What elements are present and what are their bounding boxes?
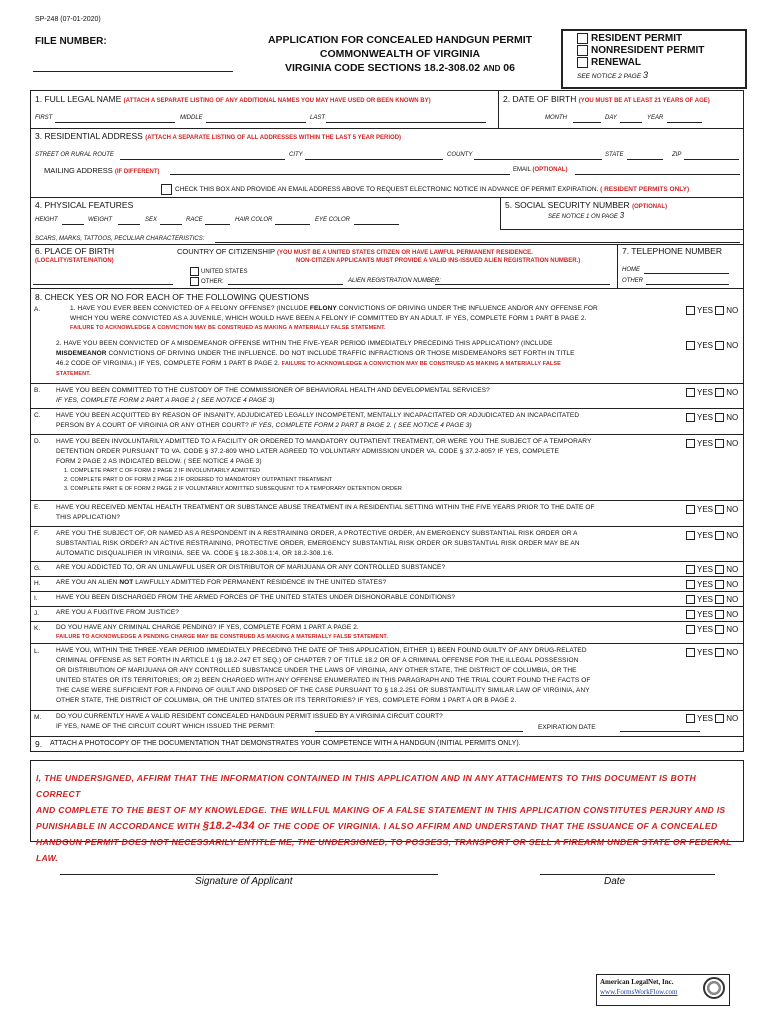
q-b: HAVE YOU BEEN COMMITTED TO THE CUSTODY OF THE COMMISSIONER OF BEHAVIORAL HEALTH AND DEVELOPMENTAL SERVICES? IF YES, COMPLETE FORM 2 PART A PAGE 2 ( SEE NOTICE 4 PAGE 3) [56,387,490,404]
q-i: HAVE YOU BEEN DISCHARGED FROM THE ARMED FORCES OF THE UNITED STATES UNDER DISHONORABLE CONDITIONS? [56,594,456,601]
q-j-letter: J. [34,610,40,617]
q-g-letter: G. [34,565,41,572]
q-d: HAVE YOU BEEN INVOLUNTARILY ADMITTED TO A FACILITY OR ORDERED TO MANDATORY OUTPATIENT TREATMENT, OR WERE YOU THE SUBJECT OF A TEMPORARY DETENTION ORDER PURSUANT TO VA. CODE § 37.2-809 WHO LATER AGREED TO VOLUNTARY ADMISSION UNDER VA. CODE § 37.2-805? IF YES, COMPLETE FORM 2 PAGE 2 AS INDICATED BELOW. ( SEE NOTICE 4 PAGE 3) 1. COMPLETE PART C OF FORM 2 PAGE 2 IF INVOLUNTARILY ADMITTED 2. COMPLETE PART D OF FORM 2 PAGE 2 IF ORDERED TO MANDATORY OUTPATIENT TREATMENT 3. COMPLETE PART E OF FORM 2 PAGE 2 IF VOLUNTARILY ADMITTED SUBSEQUENT TO A TEMPORARY DETENTION ORDER [56,438,592,492]
q-l: HAVE YOU, WITHIN THE THREE-YEAR PERIOD IMMEDIATELY PRECEDING THE DATE OF THIS APPLICATION, EITHER 1) BEEN FOUND GUILTY OF ANY DRUG-RELATED CRIMINAL OFFENSE AS SET FORTH IN ARTICLE 1 (§ 18.2-247 ET SEQ.) OF CHAPTER 7 OF TITLE 18.2 OR OF A CRIMINAL OFFENSE FOR THE ILLEGAL POSSESSION OR DISTRIBUTION OF MARIJUANA OR ANY CONTROLLED SUBSTANCE UNDER THE LAWS OF VIRGINIA, ANY OTHER STATE, THE DISTRICT OF COLUMBIA, OR THE UNITED STATES OR ITS TERRITORIES; OR 2) BEEN CHARGED WITH ANY OFFENSE ENUMERATED IN THIS PARAGRAPH AND THE TRIAL COURT FOUND THE FACTS OF THE CASE WERE SUFFICIENT FOR A FINDING OF GUILT AND DISPOSED OF THE CASE PURSUANT TO § 18.2-251 OR SUBSTANTIALITY SIMILAR LAW OF VIRGINIA, ANY OTHER STATE, THE DISTRICT OF COLUMBIA, OR THE UNITED STATES OR ITS TERRITORIES? IF YES, COMPLETE FORM 1 PART A OR B PAGE 2. [56,647,591,704]
q-i-yesno[interactable]: YES NO [686,595,738,604]
circuit-court-field[interactable] [315,731,523,732]
q-m: DO YOU CURRENTLY HAVE A VALID RESIDENT CONCEALED HANDGUN PERMIT ISSUED BY A VIRGINIA CIRCUIT COURT? IF YES, NAME OF THE CIRCUIT COURT WHICH ISSUED THE PERMIT: [56,713,443,730]
s4-label: 4. PHYSICAL FEATURES [35,200,134,210]
year-label: YEAR [647,115,664,121]
footer-url[interactable]: www.FormsWorkFlow.com [600,988,678,996]
email-label: EMAIL (OPTIONAL) [513,167,568,173]
q-h-yesno[interactable]: YES NO [686,580,738,589]
s9-text: ATTACH A PHOTOCOPY OF THE DOCUMENTATION THAT DEMONSTRATES YOUR COMPETENCE WITH A HANDGUN (INITIAL PERMITS ONLY). [50,740,521,747]
last-name-field[interactable] [326,122,486,123]
s9-num: 9. [35,739,43,749]
q-e-yesno[interactable]: YES NO [686,505,738,514]
expiration-field[interactable] [620,731,700,732]
race-label: RACE [186,217,203,223]
mailing-field[interactable] [170,174,510,175]
year-field[interactable] [667,122,702,123]
signature-line[interactable] [60,874,438,875]
street-field[interactable] [120,159,285,160]
q-a1-yesno[interactable]: YES NO [686,306,738,315]
q-a2-yesno[interactable]: YES NO [686,341,738,350]
weight-field[interactable] [118,224,140,225]
q-b-letter: B. [34,387,41,394]
s2-label: 2. DATE OF BIRTH (YOU MUST BE AT LEAST 21 YEARS OF AGE) [503,94,710,104]
permit-notice: SEE NOTICE 2 PAGE 3 [577,70,649,80]
form-id: SP-248 (07-01-2020) [35,16,101,23]
s8-label: 8. CHECK YES OR NO FOR EACH OF THE FOLLOWING QUESTIONS [35,292,310,302]
other-phone-field[interactable] [646,284,729,285]
state-field[interactable] [627,159,663,160]
alien-number-field[interactable] [435,284,610,285]
date-line[interactable] [540,874,715,875]
q-g-yesno[interactable]: YES NO [686,565,738,574]
q-h-letter: H. [34,580,41,587]
footer-company: American LegalNet, Inc. [600,978,674,986]
ssn-notice: SEE NOTICE 1 ON PAGE 3 [548,211,625,220]
citizenship-note: NON-CITIZEN APPLICANTS MUST PROVIDE A VALID INS-ISSUED ALIEN REGISTRATION NUMBER.) [296,258,581,264]
other-country-field[interactable] [228,284,343,285]
q-c-yesno[interactable]: YES NO [686,413,738,422]
q-k-letter: K. [34,625,41,632]
q-m-letter: M. [34,714,42,721]
last-name-label: LAST [310,115,326,121]
signature-label: Signature of Applicant [195,876,293,887]
zip-field[interactable] [684,159,739,160]
s5-label: 5. SOCIAL SECURITY NUMBER (OPTIONAL) [505,200,668,210]
s6-label: 6. PLACE OF BIRTH [35,246,115,256]
month-label: MONTH [545,115,567,121]
mailing-label: MAILING ADDRESS (IF DIFFERENT) [44,166,160,175]
day-field[interactable] [620,122,642,123]
citizenship-us[interactable]: UNITED STATES [190,267,247,276]
q-k-yesno[interactable]: YES NO [686,625,738,634]
state-label: STATE [605,152,624,158]
q-a2: 2. HAVE YOU BEEN CONVICTED OF A MISDEMEANOR OFFENSE WITHIN THE FIVE-YEAR PERIOD IMMEDIATELY PRECEDING THIS APPLICATION? (INCLUDE MISDEMEANOR CONVICTIONS OF DRIVING UNDER THE INFLUENCE. DO NOT INCLUDE TRAFFIC INFRACTIONS OR THOSE MISDEMEANORS SET FORTH IN TITLE 46.2 CODE OF VIRGINIA.) IF YES, COMPLETE FORM 1 PART B PAGE 2. FAILURE TO ACKNOWLEDGE A CONVICTION MAY BE CONSTRUED AS MAKING A MATERIALLY FALSE STATEMENT. [56,340,575,377]
s3-label: 3. RESIDENTIAL ADDRESS (ATTACH A SEPARATE LISTING OF ALL ADDRESSES WITHIN THE LAST 5 YEAR PERIOD) [35,131,402,141]
citizenship-label: COUNTRY OF CITIZENSHIP (YOU MUST BE A UNITED STATES CITIZEN OR HAVE LAWFUL PERMANENT RESIDENCE. [177,247,533,256]
hair-field[interactable] [275,224,310,225]
nonresident-option[interactable]: NONRESIDENT PERMIT [577,45,704,57]
month-field[interactable] [573,122,601,123]
renewal-option[interactable]: RENEWAL [577,57,704,69]
email-field[interactable] [575,174,740,175]
first-name-field[interactable] [55,122,175,123]
hair-label: HAIR COLOR [235,217,273,223]
q-l-letter: L. [34,648,40,655]
q-j: ARE YOU A FUGITIVE FROM JUSTICE? [56,609,179,616]
q-f-letter: F. [34,530,40,537]
eye-label: EYE COLOR [315,217,351,223]
birthplace-field[interactable] [33,284,173,285]
q-c: HAVE YOU BEEN ACQUITTED BY REASON OF INSANITY, ADJUDICATED LEGALLY INCOMPETENT, MENTALLY INCAPACITATED OR ADJUDICATED AN INCAPACITATED PERSON BY A COURT OF VIRGINIA OR ANY OTHER COURT? IF YES, COMPLETE FORM 2 PART B PAGE 2. ( SEE NOTICE 4 PAGE 3) [56,412,580,429]
height-field[interactable] [62,224,84,225]
weight-label: WEIGHT [88,217,112,223]
height-label: HEIGHT [35,217,58,223]
eye-field[interactable] [354,224,399,225]
s6-note: (LOCALITY/STATE/NATION) [35,258,114,264]
race-field[interactable] [205,224,230,225]
scars-label: SCARS, MARKS, TATTOOS, PECULIAR CHARACTERISTICS: [35,236,205,242]
q-f-yesno[interactable]: YES NO [686,531,738,540]
q-c-letter: C. [34,412,41,419]
q-k: DO YOU HAVE ANY CRIMINAL CHARGE PENDING? IF YES, COMPLETE FORM 1 PART A PAGE 2. FAILURE TO ACKNOWLEDGE A PENDING CHARGE MAY BE CONSTRUED AS MAKING A MATERIALLY FALSE STATEMENT. [56,624,388,640]
city-field[interactable] [305,159,443,160]
middle-name-field[interactable] [206,122,306,123]
affirmation-text: I, THE UNDERSIGNED, AFFIRM THAT THE INFORMATION CONTAINED IN THIS APPLICATION AND IN ANY ATTACHMENTS TO THIS DOCUMENT IS BOTH CORRECT AND COMPLETE TO THE BEST OF MY KNOWLEDGE. THE WILLFUL MAKING OF A FALSE STATEMENT IN THIS APPLICATION CONSTITUTES PERJURY AND IS PUNISHABLE IN ACCORDANCE WITH §18.2-434 OF THE CODE OF VIRGINIA. I ALSO AFFIRM AND UNDERSTAND THAT THE ISSUANCE OF A CONCEALED HANDGUN PERMIT DOES NOT NECESSARILY ENTITLE ME, THE UNDERSIGNED, TO POSSESS, TRANSPORT OR SELL A FIREARM UNDER STATE OR FEDERAL LAW. [36,773,732,863]
form-title: APPLICATION FOR CONCEALED HANDGUN PERMIT COMMONWEALTH OF VIRGINIA VIRGINIA CODE SECTIONS 18.2-308.02 AND 06 [267,34,533,74]
day-label: DAY [605,115,617,121]
scars-field[interactable] [215,242,740,243]
electronic-notice[interactable]: CHECK THIS BOX AND PROVIDE AN EMAIL ADDRESS ABOVE TO REQUEST ELECTRONIC NOTICE IN ADVANCE OF PERMIT EXPIRATION. ( RESIDENT PERMITS ONLY) [161,184,689,195]
q-a1: 1. HAVE YOU EVER BEEN CONVICTED OF A FELONY OFFENSE? (INCLUDE FELONY CONVICTIONS OF DRIVING UNDER THE INFLUENCE AND/OR ANY OFFENSE FOR WHICH YOU WERE CONVICTED AS A JUVENILE, WHICH WOULD HAVE BEEN A FELONY IF COMMITTED BY AN ADULT. IF YES, COMPLETE FORM 1 PART B PAGE 2. FAILURE TO ACKNOWLEDGE A CONVICTION MAY BE CONSTRUED AS MAKING A MATERIALLY FALSE STATEMENT. [70,305,598,331]
file-number-field[interactable] [33,71,233,72]
q-e: HAVE YOU RECEIVED MENTAL HEALTH TREATMENT OR SUBSTANCE ABUSE TREATMENT IN A RESIDENTIAL SETTING WITHIN THE FIVE YEARS PRIOR TO THE DATE OF THIS APPLICATION? [56,504,595,521]
q-h: ARE YOU AN ALIEN NOT LAWFULLY ADMITTED FOR PERMANENT RESIDENCE IN THE UNITED STATES? [56,579,387,586]
date-label: Date [604,876,626,887]
q-d-letter: D. [34,438,41,445]
home-phone-label: HOME [622,267,640,273]
s1-label: 1. FULL LEGAL NAME (ATTACH A SEPARATE LISTING OF ANY ADDITIONAL NAMES YOU MAY HAVE USED OR BEEN KNOWN BY) [35,94,431,104]
alien-label: ALIEN REGISTRATION NUMBER: [348,278,441,284]
sex-field[interactable] [160,224,182,225]
q-i-letter: I. [34,595,38,602]
city-label: CITY [289,152,303,158]
other-phone-label: OTHER [622,278,643,284]
file-number-label: FILE NUMBER: [35,36,107,47]
globe-icon [703,977,725,999]
home-phone-field[interactable] [644,273,729,274]
q-j-yesno[interactable]: YES NO [686,610,738,619]
middle-name-label: MIDDLE [180,115,203,121]
county-label: COUNTY [447,152,473,158]
zip-label: ZIP [672,152,682,158]
q-b-yesno[interactable]: YES NO [686,388,738,397]
s7-label: 7. TELEPHONE NUMBER [622,246,722,256]
q-d-yesno[interactable]: YES NO [686,439,738,448]
q-l-yesno[interactable]: YES NO [686,648,738,657]
expiration-label: EXPIRATION DATE [538,724,596,731]
resident-option[interactable]: RESIDENT PERMIT [577,33,704,45]
q-m-yesno[interactable]: YES NO [686,714,738,723]
q-f: ARE YOU THE SUBJECT OF, OR NAMED AS A RESPONDENT IN A RESTRAINING ORDER, A PROTECTIVE ORDER, AN EMERGENCY SUBSTANTIAL RISK ORDER OR A SUBSTANTIAL RISK ORDER? AN ACTIVE RESTRAINING, PROTECTIVE ORDER, EMERGENCY SUBSTANTIAL RISK ORDER OR SUBSTANTIAL RISK ORDER MAY BE AN AUTOMATIC DISQUALIFIER IN VIRGINIA. SEE VA. CODE § 18.2-308.1:4, OR 18.2-308.1:6. [56,530,580,557]
q-g: ARE YOU ADDICTED TO, OR AN UNLAWFUL USER OR DISTRIBUTOR OF MARIJUANA OR ANY CONTROLLED SUBSTANCE? [56,564,446,571]
first-name-label: FIRST [35,115,53,121]
q-a-letter: A. [34,306,41,313]
q-e-letter: E. [34,504,41,511]
citizenship-other[interactable]: OTHER: [190,277,224,286]
sex-label: SEX [145,217,158,223]
county-field[interactable] [474,159,602,160]
street-label: STREET OR RURAL ROUTE [35,152,114,158]
